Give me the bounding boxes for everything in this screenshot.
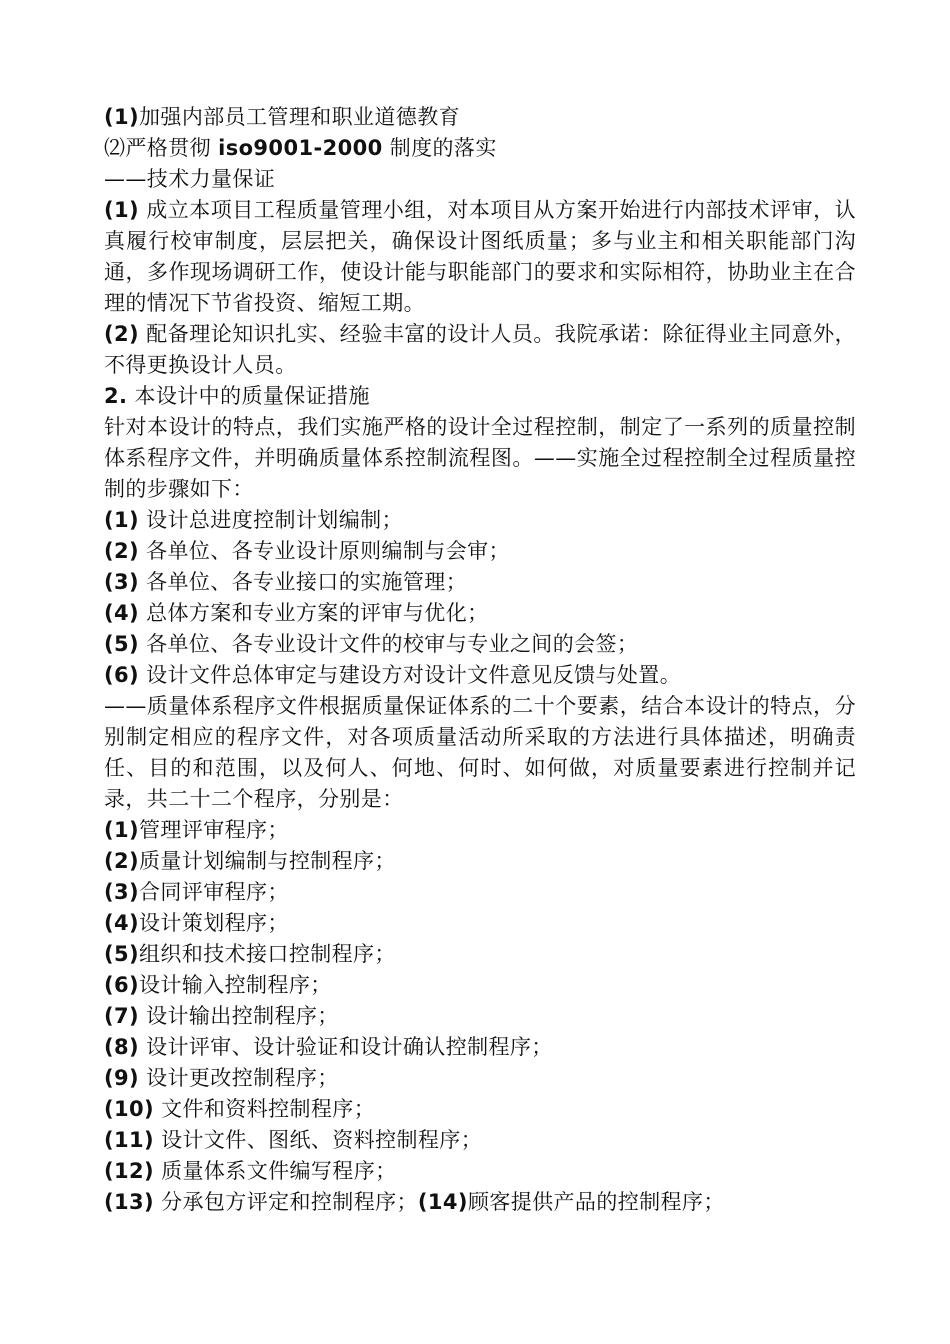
list-item bbox=[104, 1156, 856, 1187]
item-text: 总体方案和专业方案的评审与优化； bbox=[139, 601, 489, 625]
item-number: ⑵ bbox=[104, 136, 126, 160]
item-text: 各单位、各专业设计原则编制与会审； bbox=[139, 539, 510, 563]
document-body bbox=[104, 102, 856, 1218]
item-number: (2) bbox=[104, 539, 140, 563]
item-number: (7) bbox=[104, 1004, 140, 1028]
item-number: (2) bbox=[104, 322, 140, 346]
item-number: (3) bbox=[104, 880, 140, 904]
item-number: (9) bbox=[104, 1066, 140, 1090]
list-item bbox=[104, 877, 856, 908]
item-text: 设计更改控制程序； bbox=[139, 1066, 339, 1090]
item-text: 分承包方评定和控制程序； bbox=[154, 1190, 418, 1214]
item-number: (13) bbox=[104, 1190, 155, 1214]
list-item bbox=[104, 505, 856, 536]
item-text: 设计总进度控制计划编制； bbox=[139, 508, 403, 532]
list-item bbox=[104, 133, 856, 164]
item-number: (5) bbox=[104, 632, 140, 656]
list-item bbox=[104, 1125, 856, 1156]
item-number: (1) bbox=[104, 508, 140, 532]
item-number: (2) bbox=[104, 849, 140, 873]
item-text: 制度的落实 bbox=[382, 136, 497, 160]
paragraph bbox=[104, 319, 856, 381]
item-number: (6) bbox=[104, 973, 140, 997]
item-text: 各单位、各专业接口的实施管理； bbox=[139, 570, 468, 594]
list-item bbox=[104, 1094, 856, 1125]
list-item bbox=[104, 1187, 856, 1218]
item-number: (6) bbox=[104, 663, 140, 687]
item-text: 顾客提供产品的控制程序； bbox=[467, 1190, 725, 1214]
item-text: 组织和技术接口控制程序； bbox=[139, 942, 396, 966]
list-item bbox=[104, 815, 856, 846]
paragraph bbox=[104, 195, 856, 319]
list-item bbox=[104, 598, 856, 629]
item-number: (12) bbox=[104, 1159, 155, 1183]
standard-code: iso9001-2000 bbox=[218, 136, 383, 160]
list-item bbox=[104, 660, 856, 691]
list-item bbox=[104, 939, 856, 970]
item-text: 设计文件、图纸、资料控制程序； bbox=[154, 1128, 483, 1152]
list-item bbox=[104, 1063, 856, 1094]
paragraph-text: 针对本设计的特点，我们实施严格的设计全过程控制，制定了一系列的质量控制体系程序文件，并明确质量体系控制流程图。——实施全过程控制全过程质量控制的步骤如下： bbox=[104, 415, 856, 501]
item-text: 文件和资料控制程序； bbox=[154, 1097, 376, 1121]
list-item bbox=[104, 629, 856, 660]
item-number: (4) bbox=[104, 911, 140, 935]
item-text: 设计策划程序； bbox=[139, 911, 289, 935]
item-text: 质量计划编制与控制程序； bbox=[139, 849, 396, 873]
item-number: (3) bbox=[104, 570, 140, 594]
list-item bbox=[104, 1032, 856, 1063]
item-text: 合同评审程序； bbox=[139, 880, 289, 904]
list-item bbox=[104, 536, 856, 567]
item-number: (5) bbox=[104, 942, 140, 966]
heading-text: 本设计中的质量保证措施 bbox=[127, 384, 370, 408]
item-text: 加强内部员工管理和职业道德教育 bbox=[139, 105, 461, 129]
list-item bbox=[104, 102, 856, 133]
item-number: (11) bbox=[104, 1128, 155, 1152]
item-text: 设计文件总体审定与建设方对设计文件意见反馈与处置。 bbox=[139, 663, 682, 687]
section-heading bbox=[104, 381, 856, 412]
item-text: 设计输出控制程序； bbox=[139, 1004, 339, 1028]
item-number: (14) bbox=[417, 1190, 468, 1214]
paragraph bbox=[104, 412, 856, 505]
list-item bbox=[104, 567, 856, 598]
item-number: (1) bbox=[104, 105, 140, 129]
paragraph bbox=[104, 691, 856, 815]
item-number: (8) bbox=[104, 1035, 140, 1059]
list-item bbox=[104, 908, 856, 939]
item-text: 管理评审程序； bbox=[139, 818, 289, 842]
section-heading: ——技术力量保证 bbox=[104, 167, 276, 191]
list-item bbox=[104, 1001, 856, 1032]
paragraph-text: 配备理论知识扎实、经验丰富的设计人员。我院承诺：除征得业主同意外，不得更换设计人员。 bbox=[104, 322, 856, 377]
item-number: (1) bbox=[104, 198, 140, 222]
item-text: 严格贯彻 bbox=[125, 136, 219, 160]
item-number: (4) bbox=[104, 601, 140, 625]
list-item bbox=[104, 970, 856, 1001]
item-text: 设计评审、设计验证和设计确认控制程序； bbox=[139, 1035, 553, 1059]
paragraph-text: 成立本项目工程质量管理小组，对本项目从方案开始进行内部技术评审，认真履行校审制度，层层把关，确保设计图纸质量；多与业主和相关职能部门沟通，多作现场调研工作，使设计能与职能部门的要求和实际相符，协助业主在合理的情况下节省投资、缩短工期。 bbox=[104, 198, 856, 315]
item-text: 设计输入控制程序； bbox=[139, 973, 332, 997]
heading-number: 2. bbox=[104, 384, 128, 408]
item-text: 质量体系文件编写程序； bbox=[154, 1159, 397, 1183]
item-text: 各单位、各专业设计文件的校审与专业之间的会签； bbox=[139, 632, 639, 656]
paragraph-text: ——质量体系程序文件根据质量保证体系的二十个要素，结合本设计的特点，分别制定相应的程序文件，对各项质量活动所采取的方法进行具体描述，明确责任、目的和范围，以及何人、何地、何时、如何做，对质量要素进行控制并记录，共二十二个程序，分别是： bbox=[104, 694, 856, 811]
item-number: (1) bbox=[104, 818, 140, 842]
list-item bbox=[104, 846, 856, 877]
item-number: (10) bbox=[104, 1097, 155, 1121]
